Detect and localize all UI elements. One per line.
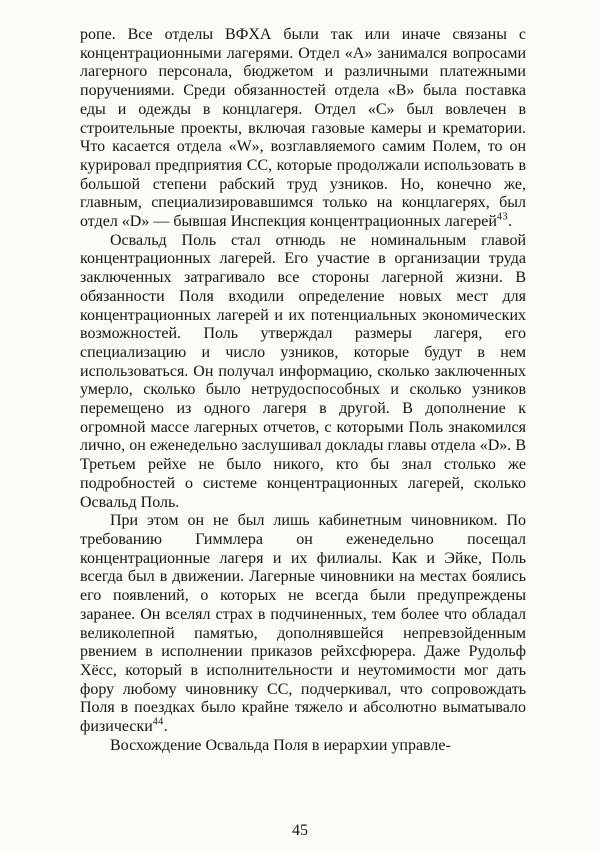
paragraph-3-text: При этом он не был лишь кабинетным чиновником. По требованию Гиммлера он еженедельно посещал концентрационные лагеря и их филиалы. Как и Эйке, Поль всегда был в движении. Лагерные чиновники на местах боялись его появлений, о которых не всегда были предупреждены заранее. Он вселял страх в подчиненных, тем более что обладал великолепной памятью, дополнявшейся непревзойденным рвением в исполнении приказов рейхсфюрера. Даже Рудольф Хёсс, который в исполнительности и неутомимости мог дать фору любому чиновнику СС, подчеркивал, что сопровождать Поля в поездках было крайне тяжело и абсолютно выматывало физически	[80, 512, 526, 736]
paragraph-3	[80, 512, 526, 736]
footnote-marker-43: 43	[496, 211, 508, 223]
page-number: 45	[292, 822, 308, 839]
paragraph-4-text: Восхождение Освальда Поля в иерархии управле-	[110, 736, 451, 754]
paragraph-3-end: .	[163, 718, 168, 736]
footnote-marker-44: 44	[152, 716, 164, 728]
paragraph-1-end: .	[507, 213, 512, 231]
paragraph-4	[80, 737, 526, 756]
paragraph-2	[80, 232, 526, 513]
text-column	[80, 26, 526, 755]
paragraph-1	[80, 26, 526, 232]
paragraph-1-text: ропе. Все отделы ВФХА были так или иначе связаны с концентрационными лагерями. Отдел «А» занимался вопросами лагерного персонала, бюджетом и различными платежными поручениями. Среди обязанностей отдела «В» была поставка еды и одежды в концлагеря. Отдел «С» был вовлечен в строительные проекты, включая газовые камеры и крематории. Что касается отдела «W», возглавляемого самим Полем, то он курировал предприятия СС, которые продолжали использовать в большой степени рабский труд узников. Но, конечно же, главным, специализировавшимся только на концлагерях, был отдел «D» — бывшая Инспекция концентрационных лагерей	[80, 26, 526, 231]
paragraph-2-text: Освальд Поль стал отнюдь не номинальным главой концентрационных лагерей. Его участие в организации труда заключенных затрагивало все стороны лагерной жизни. В обязанности Поля входили определение новых мест для концентрационных лагерей и их потенциальных экономических возможностей. Поль утверждал размеры лагеря, его специализацию и число узников, которые будут в нем использоваться. Он получал информацию, сколько заключенных умерло, сколько было нетрудоспособных и сколько узников перемещено из одного лагеря в другой. В дополнение к огромной массе лагерных отчетов, с которыми Поль знакомился лично, он еженедельно заслушивал доклады главы отдела «D». В Третьем рейхе не было никого, кто бы знал столько же подробностей о системе концентрационных лагерей, сколько Освальд Поль.	[80, 231, 526, 511]
